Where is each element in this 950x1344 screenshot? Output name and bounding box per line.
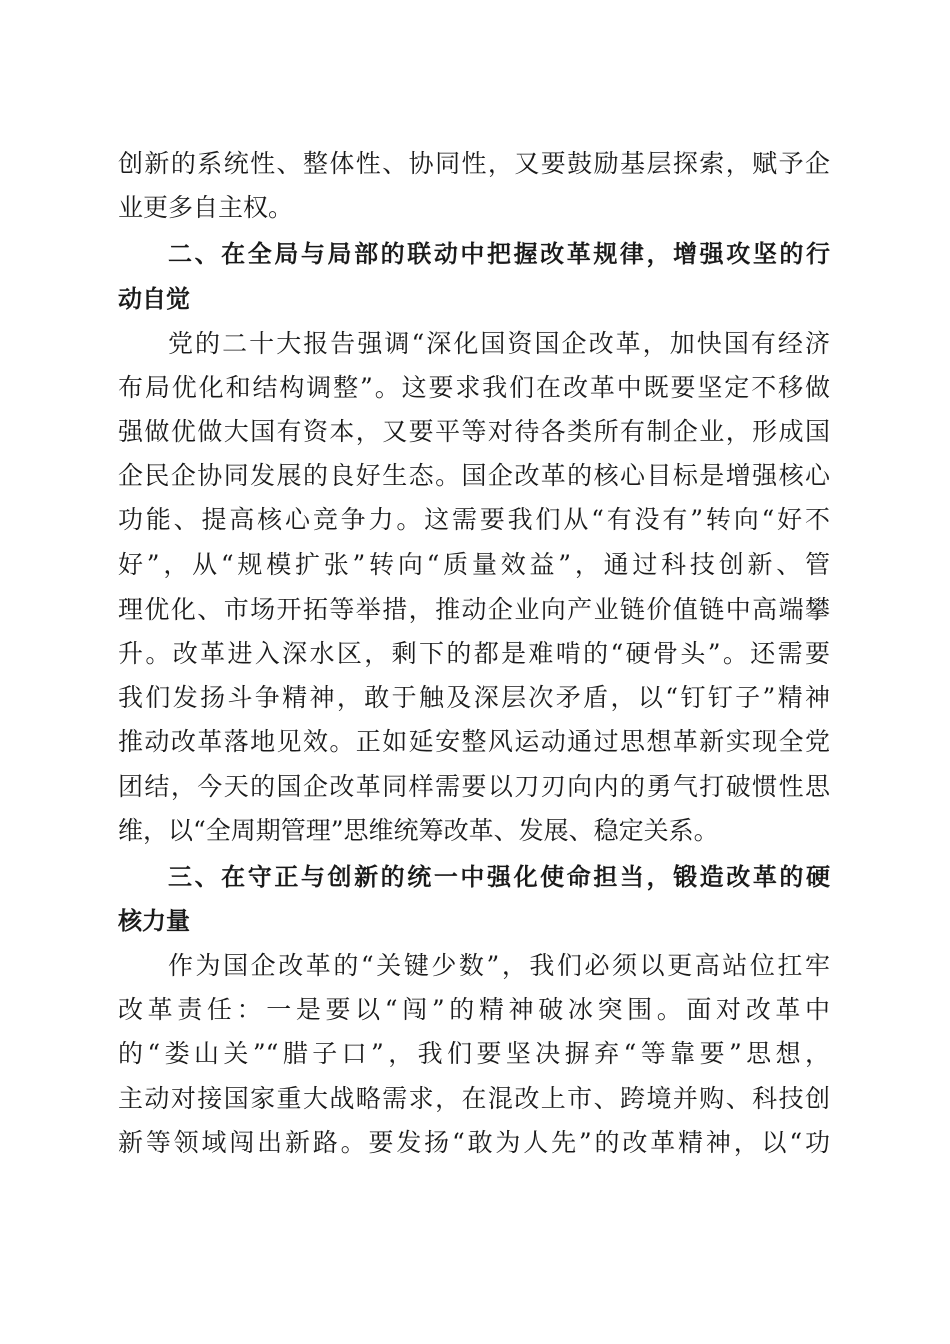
body-text-line: 升。改革进入深水区，剩下的都是难啃的“硬骨头”。还需要 (118, 639, 830, 668)
body-text-line: 的“娄山关”“腊子口”，我们要坚决摒弃“等靠要”思想， (118, 1039, 830, 1068)
body-text-line: 团结，今天的国企改革同样需要以刀刃向内的勇气打破惯性思 (118, 772, 830, 801)
section-heading-3: 三、在守正与创新的统一中强化使命担当，锻造改革的硬 (168, 863, 830, 891)
body-text-line: 维，以“全周期管理”思维统筹改革、发展、稳定关系。 (118, 816, 719, 845)
body-text-line: 理优化、市场开拓等举措，推动企业向产业链价值链中高端攀 (118, 595, 830, 624)
body-text-line: 我们发扬斗争精神，敢于触及深层次矛盾，以“钉钉子”精神 (118, 683, 830, 712)
body-text-line: 企民企协同发展的良好生态。国企改革的核心目标是增强核心 (118, 461, 830, 490)
section-heading-3-cont: 核力量 (118, 907, 190, 935)
body-text-line: 功能、提高核心竞争力。这需要我们从“有没有”转向“好不 (118, 505, 830, 534)
body-text-line: 创新的系统性、整体性、协同性，又要鼓励基层探索，赋予企 (118, 149, 830, 178)
body-text-line: 主动对接国家重大战略需求，在混改上市、跨境并购、科技创 (118, 1084, 830, 1113)
section-heading-2-cont: 动自觉 (118, 285, 190, 313)
body-text-line: 党的二十大报告强调“深化国资国企改革，加快国有经济 (168, 329, 830, 358)
body-text-line: 作为国企改革的“关键少数”，我们必须以更高站位扛牢 (168, 951, 830, 980)
body-text-line: 改革责任：一是要以“闯”的精神破冰突围。面对改革中 (118, 995, 830, 1024)
body-text-line: 推动改革落地见效。正如延安整风运动通过思想革新实现全党 (118, 727, 830, 756)
body-text-line: 业更多自主权。 (118, 193, 294, 222)
body-text-line: 强做优做大国有资本，又要平等对待各类所有制企业，形成国 (118, 417, 830, 446)
section-heading-2: 二、在全局与局部的联动中把握改革规律，增强攻坚的行 (168, 240, 830, 268)
body-text-line: 新等领域闯出新路。要发扬“敢为人先”的改革精神，以“功 (118, 1128, 830, 1157)
body-text-line: 布局优化和结构调整”。这要求我们在改革中既要坚定不移做 (118, 373, 830, 402)
body-text-line: 好”，从“规模扩张”转向“质量效益”，通过科技创新、管 (118, 550, 830, 579)
